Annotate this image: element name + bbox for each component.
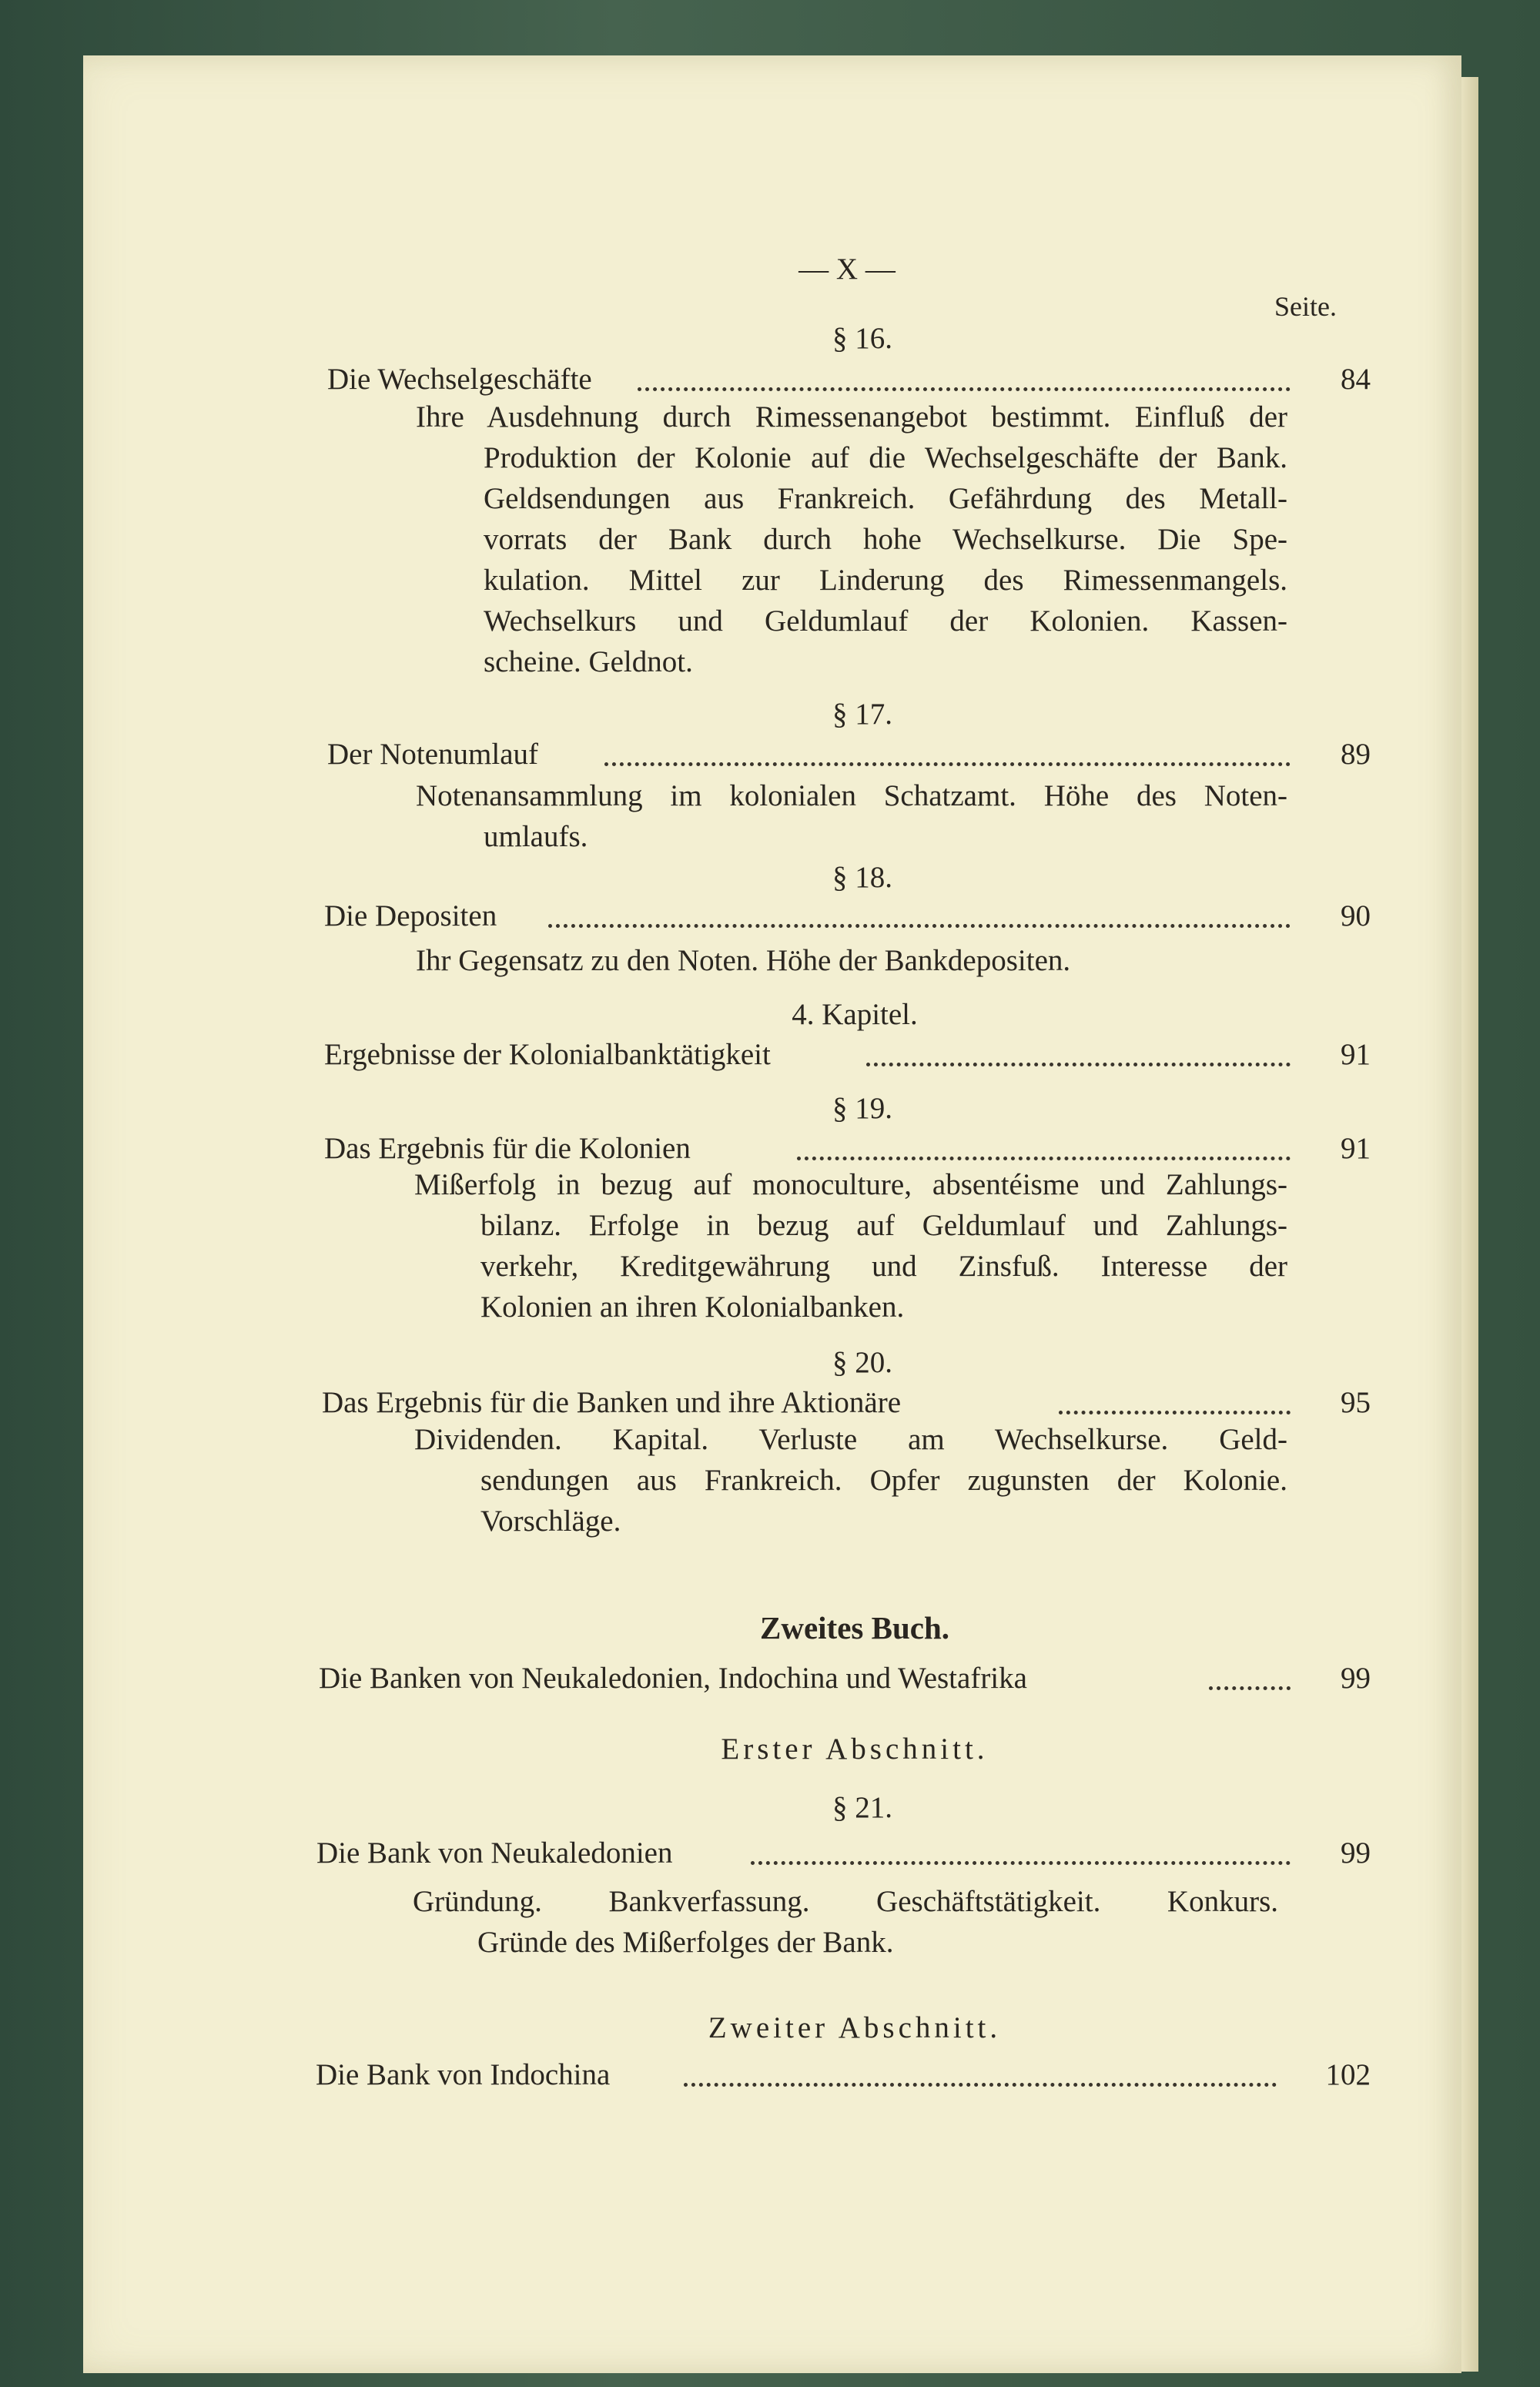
toc-description-17 [416,775,1287,857]
desc-line: Geldsendungen aus Frankreich. Gefährdung des Metall- [484,482,1287,515]
toc-page-number-16: 84 [1341,363,1371,396]
toc-description-18: Ihr Gegensatz zu den Noten. Höhe der Bankdepositen. [416,944,1071,977]
toc-description-19 [414,1164,1287,1327]
desc-line: umlaufs. [484,820,588,853]
toc-leader [684,2083,1277,2087]
toc-leader [1209,1686,1291,1690]
toc-page-number-20: 95 [1341,1386,1371,1419]
desc-line: kulation. Mittel zur Linderung des Rimessenmangels. [484,564,1287,597]
chapter-heading-4: 4. Kapitel. [792,998,918,1031]
toc-leader [548,924,1291,928]
toc-leader [866,1063,1291,1066]
desc-line: sendungen aus Frankreich. Opfer zugunsten der Kolonie. [480,1464,1287,1497]
toc-page-number-17: 89 [1341,738,1371,771]
toc-entry-title-17[interactable]: Der Notenumlauf [327,738,538,771]
section-sign-18: § 18. [832,861,892,894]
desc-line: Gründe des Mißerfolges der Bank. [477,1926,894,1959]
section-sign-19: § 19. [832,1092,892,1125]
desc-line: verkehr, Kreditgewährung und Zinsfuß. Interesse der [480,1250,1287,1283]
book-heading: Zweites Buch. [760,1610,949,1645]
toc-entry-title-21[interactable]: Die Bank von Neukaledonien [316,1836,673,1870]
desc-line: vorrats der Bank durch hohe Wechselkurse. Die Spe- [484,523,1287,556]
page-column-label: Seite. [1274,291,1337,322]
toc-leader [604,762,1291,766]
toc-leader [638,387,1291,391]
toc-leader [751,1861,1291,1865]
page-number: — X — [798,253,896,286]
desc-line: Mißerfolg in bezug auf monoculture, absentéisme und Zahlungs- [414,1168,1287,1201]
toc-entry-title-20[interactable]: Das Ergebnis für die Banken und ihre Aktionäre [322,1386,902,1419]
toc-page-number-indochina: 102 [1325,2058,1371,2091]
toc-description-20 [414,1419,1287,1542]
toc-leader [797,1157,1291,1160]
toc-entry-title-18[interactable]: Die Depositen [324,899,497,932]
desc-line: Ihre Ausdehnung durch Rimessenangebot bestimmt. Einfluß der [416,400,1287,434]
toc-description-21 [413,1881,1278,1963]
desc-line: scheine. Geldnot. [484,645,693,678]
desc-line: Wechselkurs und Geldumlauf der Kolonien. Kassen- [484,604,1287,638]
toc-entry-title-16[interactable]: Die Wechselgeschäfte [327,363,592,396]
toc-entry-title-19[interactable]: Das Ergebnis für die Kolonien [324,1132,691,1165]
section-sign-16: § 16. [832,322,892,355]
section-group-heading-1: Erster Abschnitt. [721,1732,989,1766]
desc-line: bilanz. Erfolge in bezug auf Geldumlauf und Zahlungs- [480,1209,1287,1242]
section-sign-17: § 17. [832,698,892,731]
toc-page-number-kapitel-4: 91 [1341,1038,1371,1071]
section-group-heading-2: Zweiter Abschnitt. [708,2011,1002,2044]
desc-line: Produktion der Kolonie auf die Wechselgeschäfte der Bank. [484,441,1287,474]
toc-page-number-21: 99 [1341,1836,1371,1870]
desc-line: Gründung. Bankverfassung. Geschäftstätigkeit. Konkurs. [413,1885,1278,1918]
toc-entry-title-kapitel-4[interactable]: Ergebnisse der Kolonialbanktätigkeit [324,1038,771,1071]
section-sign-20: § 20. [832,1346,892,1379]
desc-line: Vorschläge. [480,1505,621,1538]
toc-description-16 [416,397,1287,682]
desc-line: Notenansammlung im kolonialen Schatzamt. Höhe des Noten- [416,779,1287,812]
toc-entry-title-indochina[interactable]: Die Bank von Indochina [316,2058,611,2091]
toc-page-number-buch-2: 99 [1341,1662,1371,1695]
toc-page-number-19: 91 [1341,1132,1371,1165]
toc-entry-title-buch-2[interactable]: Die Banken von Neukaledonien, Indochina und Westafrika [319,1662,1027,1695]
page-edge [1461,77,1478,2372]
toc-leader [1059,1411,1291,1414]
toc-page-number-18: 90 [1341,899,1371,932]
section-sign-21: § 21. [832,1791,892,1824]
desc-line: Kolonien an ihren Kolonialbanken. [480,1291,905,1324]
desc-line: Dividenden. Kapital. Verluste am Wechselkurse. Geld- [414,1423,1287,1456]
